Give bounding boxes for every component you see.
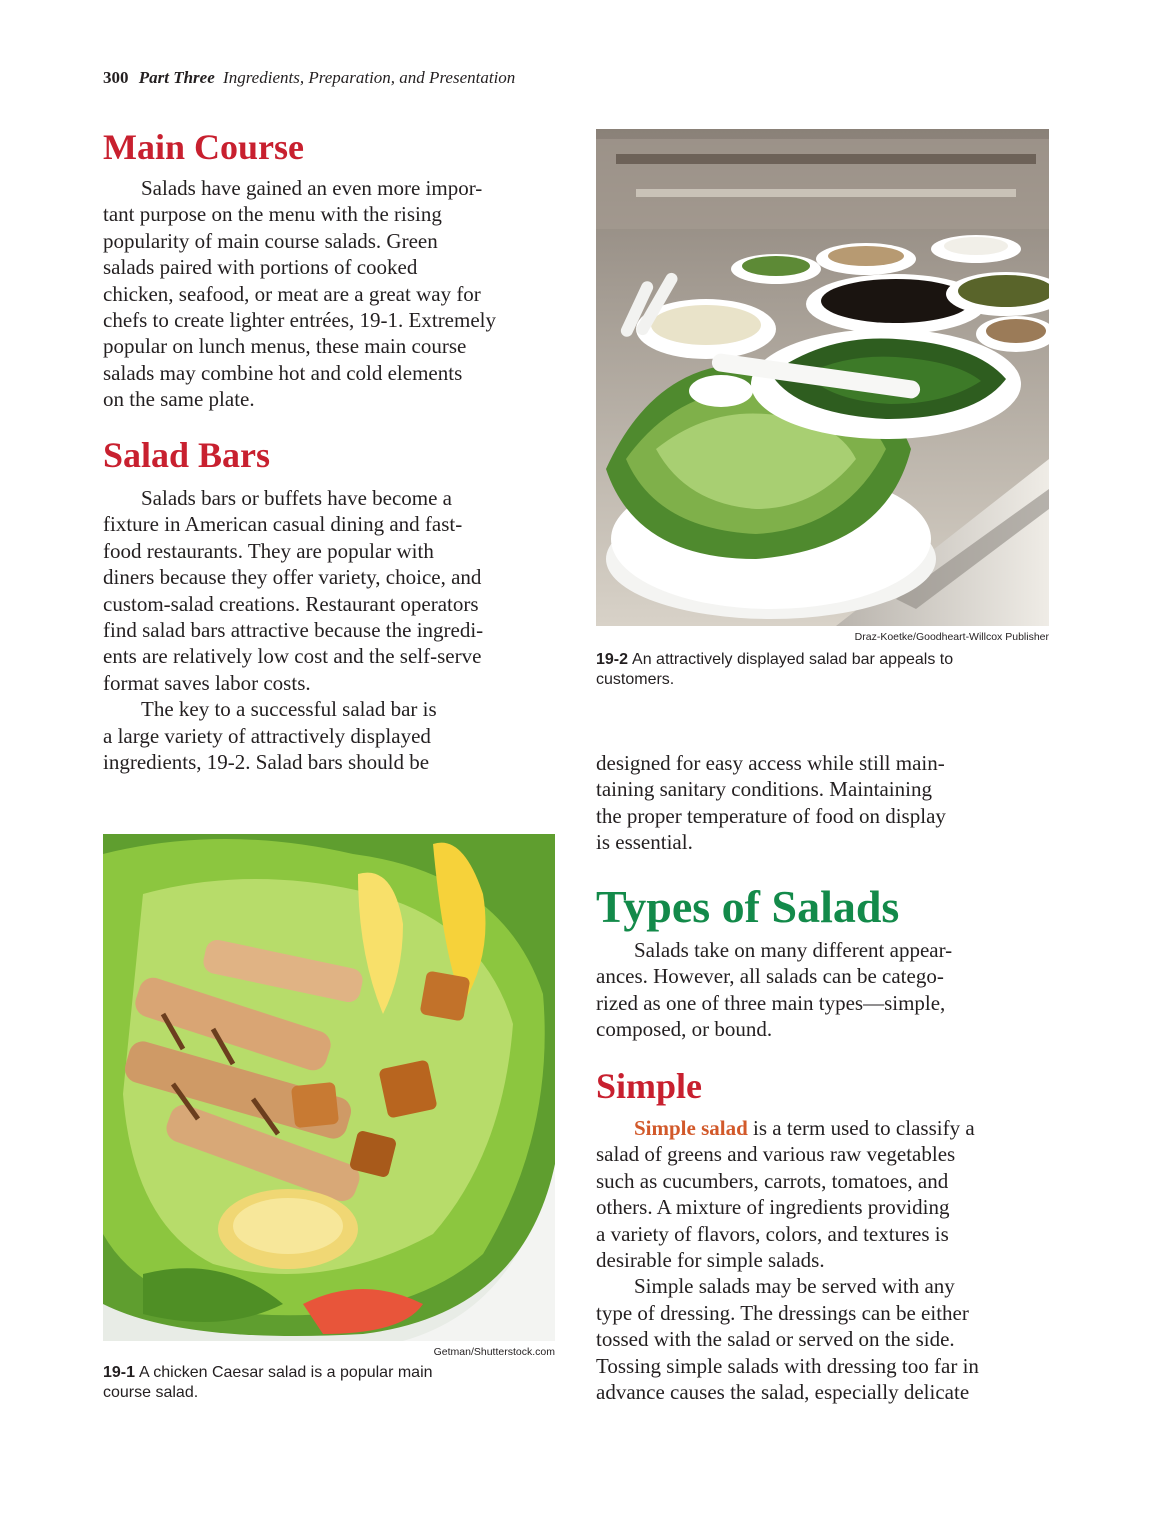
key-term-simple-salad: Simple salad — [634, 1116, 748, 1140]
text-line: a variety of flavors, colors, and textures is — [596, 1221, 949, 1246]
caption-text: An attractively displayed salad bar appeals to — [632, 651, 954, 668]
text-line: a large variety of attractively displayed — [103, 723, 431, 748]
text-line: Salads take on many different appear- — [634, 938, 953, 962]
line-remainder: is a term used to classify a — [747, 1116, 975, 1140]
caption-line: customers. — [596, 671, 675, 688]
figure-number: 19-1 — [103, 1364, 136, 1381]
salad-bars-text — [103, 485, 563, 775]
page-number: 300 — [103, 68, 129, 87]
text-line: others. A mixture of ingredients providing — [596, 1195, 950, 1220]
caption-line: course salad. — [103, 1384, 199, 1401]
figure-19-2-credit: Draz-Koetke/Goodheart-Willcox Publisher — [854, 631, 1049, 643]
text-line — [596, 1115, 1056, 1141]
figure-19-2-caption — [596, 650, 1056, 690]
salad-bars-continuation — [596, 750, 1056, 856]
text-line: Salads bars or buffets have become a — [141, 486, 453, 510]
salad-bar-illustration — [596, 129, 1049, 626]
text-line: salad of greens and various raw vegetables — [596, 1142, 956, 1167]
main-course-text — [103, 175, 563, 413]
chapter-title: Ingredients, Preparation, and Presentation — [223, 68, 516, 87]
text-line: type of dressing. The dressings can be either — [596, 1300, 969, 1325]
text-line: advance causes the salad, especially delicate — [596, 1380, 970, 1405]
text-line: on the same plate. — [103, 387, 255, 412]
figure-19-1-photo — [103, 834, 555, 1341]
figure-number: 19-2 — [596, 651, 629, 668]
text-line: diners because they offer variety, choice, and — [103, 565, 482, 590]
text-line: such as cucumbers, carrots, tomatoes, and — [596, 1168, 949, 1193]
text-line: format saves labor costs. — [103, 670, 311, 695]
caesar-salad-illustration — [103, 834, 555, 1341]
text-line: Simple salads may be served with any — [634, 1274, 955, 1299]
figure-19-1-credit: Getman/Shutterstock.com — [433, 1346, 555, 1358]
text-line: designed for easy access while still main- — [596, 751, 945, 775]
text-line: tossed with the salad or served on the side. — [596, 1327, 955, 1352]
part-label: Part Three — [138, 68, 215, 87]
figure-19-1-caption — [103, 1363, 563, 1403]
heading-salad-bars: Salad Bars — [103, 435, 271, 475]
text-line: rized as one of three main types—simple, — [596, 990, 946, 1015]
heading-types-of-salads: Types of Salads — [596, 881, 900, 932]
text-line: desirable for simple salads. — [596, 1248, 825, 1273]
text-line: ingredients, 19-2. Salad bars should be — [103, 750, 430, 775]
text-line: The key to a successful salad bar is — [141, 697, 437, 722]
text-line: popular on lunch menus, these main course — [103, 334, 467, 359]
text-line: Tossing simple salads with dressing too far in — [596, 1353, 979, 1378]
text-line: custom-salad creations. Restaurant operators — [103, 591, 479, 616]
text-line: composed, or bound. — [596, 1017, 773, 1042]
text-line: ents are relatively low cost and the self-serve — [103, 644, 482, 669]
text-line: chefs to create lighter entrées, 19-1. Extremely — [103, 308, 496, 333]
text-line: chicken, seafood, or meat are a great way for — [103, 281, 481, 306]
text-line: fixture in American casual dining and fast- — [103, 512, 463, 537]
text-line: food restaurants. They are popular with — [103, 538, 434, 563]
text-line: is essential. — [596, 830, 693, 855]
text-line: Salads have gained an even more impor- — [141, 176, 483, 200]
text-line: ances. However, all salads can be catego- — [596, 964, 944, 989]
heading-main-course: Main Course — [103, 127, 304, 167]
caption-line — [103, 1363, 563, 1383]
text-line: the proper temperature of food on display — [596, 803, 946, 828]
simple-text — [596, 1115, 1056, 1405]
text-line: find salad bars attractive because the ingredi- — [103, 618, 484, 643]
running-head — [103, 68, 515, 88]
text-line: taining sanitary conditions. Maintaining — [596, 777, 932, 802]
text-line: salads may combine hot and cold elements — [103, 360, 463, 385]
figure-19-2-photo — [596, 129, 1049, 626]
text-line: popularity of main course salads. Green — [103, 228, 438, 253]
caption-line — [596, 650, 1056, 670]
caption-text: A chicken Caesar salad is a popular main — [139, 1364, 433, 1381]
types-of-salads-text — [596, 937, 1056, 1043]
heading-simple: Simple — [596, 1066, 703, 1106]
text-line: tant purpose on the menu with the rising — [103, 202, 442, 227]
text-line: salads paired with portions of cooked — [103, 255, 418, 280]
